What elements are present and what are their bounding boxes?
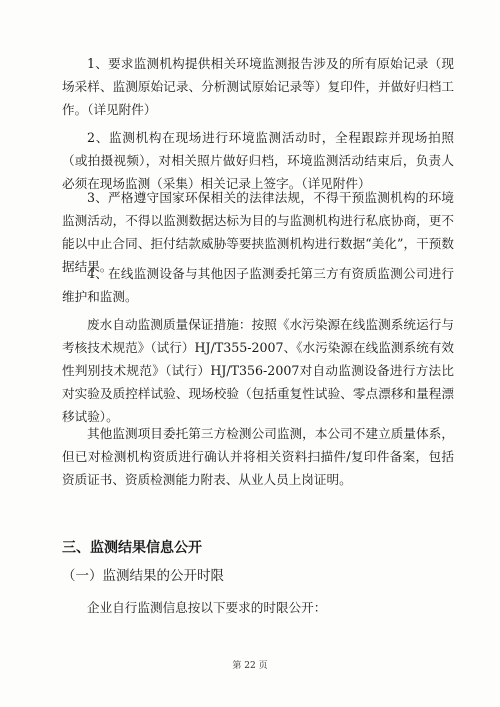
paragraph-disclosure-timing: 企业自行监测信息按以下要求的时限公开： xyxy=(87,600,327,615)
paragraph-legal-compliance: 3、严格遵守国家环保相关的法律法规，不得干预监测机构的环境监测活动，不得以监测数据达标为目的与监测机构进行私底协商，更不能以中止合同、拒付结款威胁等要挟监测机构进行数据“美化”，干预数据结果。 xyxy=(62,190,454,274)
paragraph-third-party-testing: 其他监测项目委托第三方检测公司监测，本公司不建立质量体系，但已对检测机构资质进行确认并将相关资料扫描件/复印件备案，包括资质证书、资质检测能力附表、从业人员上岗证明。 xyxy=(62,426,454,487)
subsection-heading: （一）监测结果的公开时限 xyxy=(62,568,224,584)
section-heading: 三、监测结果信息公开 xyxy=(62,540,202,556)
paragraph-original-records: 1、要求监测机构提供相关环境监测报告涉及的所有原始记录（现场采样、监测原始记录、分析测试原始记录等）复印件，并做好归档工作。（详见附件） xyxy=(62,56,454,117)
page-number: 第 22 页 xyxy=(232,661,268,671)
paragraph-onsite-tracking: 2、监测机构在现场进行环境监测活动时，全程跟踪并现场拍照（或拍摄视频），对相关照片做好归档，环境监测活动结束后，负责人必须在现场监测（采集）相关记录上签字。（详见附件） xyxy=(62,130,454,191)
paragraph-wastewater-qa: 废水自动监测质量保证措施：按照《水污染源在线监测系统运行与考核技术规范》（试行）HJ/T355-2007、《水污染源在线监测系统有效性判别技术规范》（试行）HJ/T356-2007对自动监测设备进行方法比对实验及质控样试验、现场校验（包括重复性试验、零点漂移和量程漂移试验）。 xyxy=(62,317,454,424)
paragraph-online-monitoring: 4、在线监测设备与其他因子监测委托第三方有资质监测公司进行维护和监测。 xyxy=(62,266,454,304)
